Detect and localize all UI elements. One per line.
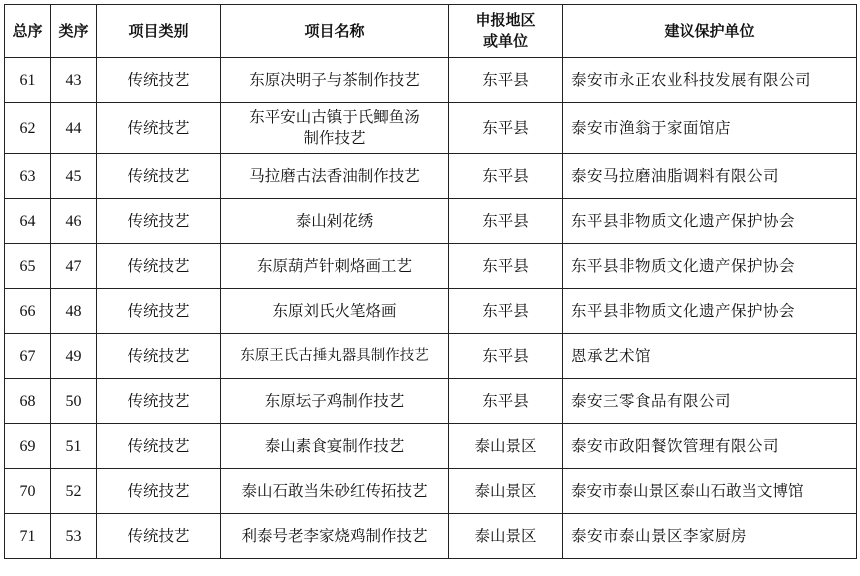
cell-unit: 泰安市渔翁于家面馆店 [563,103,857,154]
table-row [5,199,857,244]
cell-category-no: 44 [51,103,97,154]
cell-name: 东原葫芦针刺烙画工艺 [221,244,449,289]
cell-category: 传统技艺 [97,289,221,334]
header-total-no: 总序 [5,5,51,58]
cell-region: 东平县 [449,379,563,424]
cell-total-no: 67 [5,334,51,379]
header-category: 项目类别 [97,5,221,58]
cell-region: 泰山景区 [449,424,563,469]
table-row [5,289,857,334]
table-row [5,154,857,199]
cell-region: 东平县 [449,58,563,103]
table-row [5,514,857,559]
header-unit: 建议保护单位 [563,5,857,58]
table-row [5,58,857,103]
cell-total-no: 65 [5,244,51,289]
cell-region: 泰山景区 [449,514,563,559]
cell-total-no: 63 [5,154,51,199]
table-row [5,103,857,154]
heritage-project-table [4,4,857,559]
cell-name: 泰山剁花绣 [221,199,449,244]
cell-category: 传统技艺 [97,154,221,199]
cell-unit: 东平县非物质文化遗产保护协会 [563,199,857,244]
cell-category-no: 52 [51,469,97,514]
cell-total-no: 71 [5,514,51,559]
table-row [5,379,857,424]
table-header-row [5,5,857,58]
cell-region: 泰山景区 [449,469,563,514]
cell-category-no: 46 [51,199,97,244]
cell-name: 马拉磨古法香油制作技艺 [221,154,449,199]
cell-unit: 泰安市泰山景区李家厨房 [563,514,857,559]
cell-category: 传统技艺 [97,103,221,154]
header-category-no: 类序 [51,5,97,58]
cell-category-no: 45 [51,154,97,199]
cell-total-no: 66 [5,289,51,334]
cell-unit: 东平县非物质文化遗产保护协会 [563,289,857,334]
cell-total-no: 62 [5,103,51,154]
header-region: 申报地区 或单位 [449,5,563,58]
cell-category: 传统技艺 [97,424,221,469]
cell-category: 传统技艺 [97,514,221,559]
cell-unit: 泰安三零食品有限公司 [563,379,857,424]
cell-category: 传统技艺 [97,379,221,424]
cell-region: 东平县 [449,244,563,289]
cell-unit: 泰安市泰山景区泰山石敢当文博馆 [563,469,857,514]
cell-total-no: 69 [5,424,51,469]
cell-total-no: 70 [5,469,51,514]
cell-category-no: 47 [51,244,97,289]
cell-region: 东平县 [449,103,563,154]
cell-unit: 恩承艺术馆 [563,334,857,379]
cell-category: 传统技艺 [97,199,221,244]
cell-total-no: 64 [5,199,51,244]
cell-category-no: 49 [51,334,97,379]
cell-unit: 泰安马拉磨油脂调料有限公司 [563,154,857,199]
cell-category: 传统技艺 [97,58,221,103]
cell-category: 传统技艺 [97,244,221,289]
cell-name: 东原王氏古捶丸器具制作技艺 [221,334,449,379]
cell-region: 东平县 [449,154,563,199]
cell-category: 传统技艺 [97,469,221,514]
cell-category-no: 48 [51,289,97,334]
cell-category-no: 50 [51,379,97,424]
cell-unit: 东平县非物质文化遗产保护协会 [563,244,857,289]
cell-name: 东原决明子与茶制作技艺 [221,58,449,103]
cell-unit: 泰安市永正农业科技发展有限公司 [563,58,857,103]
cell-category: 传统技艺 [97,334,221,379]
header-name: 项目名称 [221,5,449,58]
table-row [5,424,857,469]
cell-total-no: 61 [5,58,51,103]
cell-name: 利泰号老李家烧鸡制作技艺 [221,514,449,559]
cell-unit: 泰安市政阳餐饮管理有限公司 [563,424,857,469]
cell-category-no: 53 [51,514,97,559]
cell-total-no: 68 [5,379,51,424]
cell-name: 东原刘氏火笔烙画 [221,289,449,334]
cell-category-no: 43 [51,58,97,103]
cell-region: 东平县 [449,199,563,244]
table-row [5,334,857,379]
cell-category-no: 51 [51,424,97,469]
cell-name: 泰山石敢当朱砂红传拓技艺 [221,469,449,514]
cell-region: 东平县 [449,289,563,334]
cell-name: 泰山素食宴制作技艺 [221,424,449,469]
table-row [5,469,857,514]
cell-name: 东平安山古镇于氏鲫鱼汤 制作技艺 [221,103,449,154]
cell-region: 东平县 [449,334,563,379]
cell-name: 东原坛子鸡制作技艺 [221,379,449,424]
table-row [5,244,857,289]
